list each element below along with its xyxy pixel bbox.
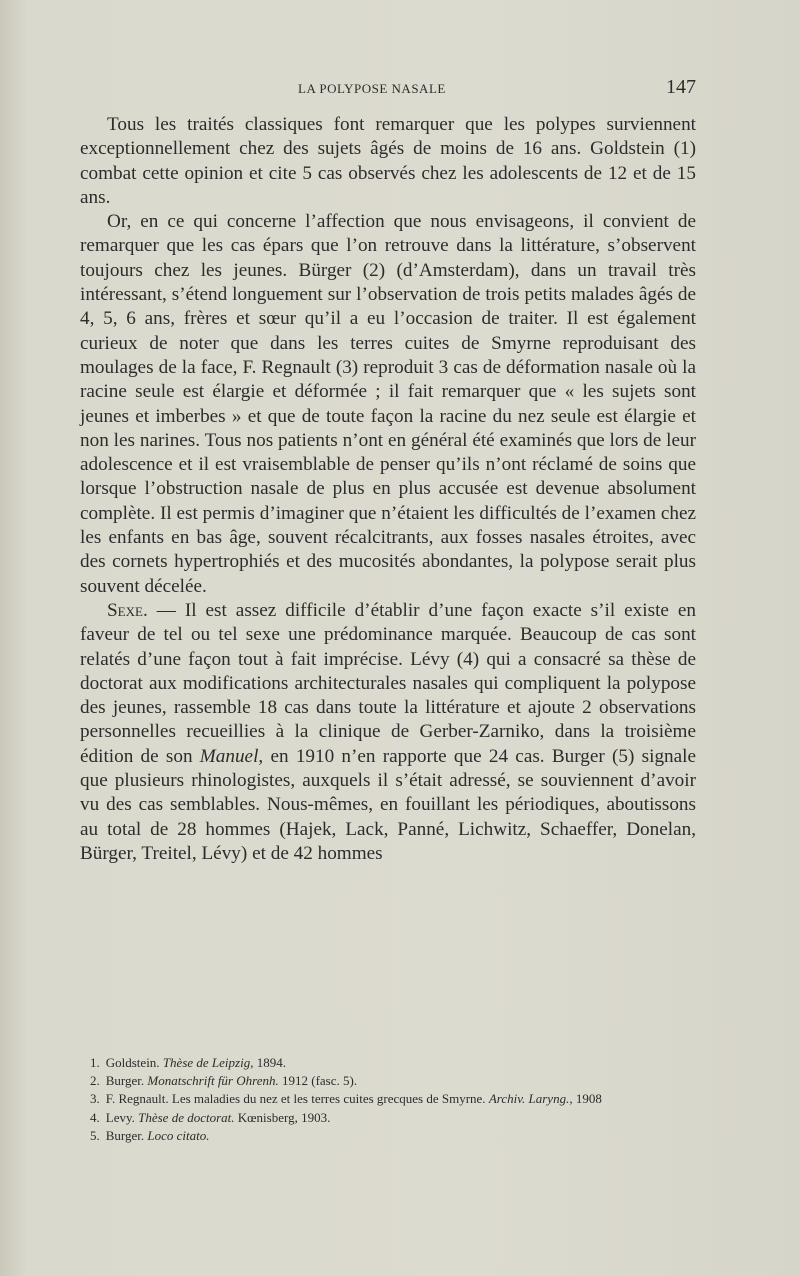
footnote-text-end: 1912 (fasc. 5). <box>278 1073 358 1089</box>
footnote-text: Levy. <box>105 1109 139 1125</box>
paragraph-2: Or, en ce qui concerne l’affection que nous envisageons, il convient de remarquer que les cas épars que l’on retrouve dans la littérature, s’observent toujours chez les jeunes. Bürger (2) (d’Amsterdam), dans un travail très intéressant, s’étend longuement sur l’observation de trois petits malades âgés de 4, 5, 6 ans, frères et sœur qu’il a eu l’occasion de traiter. Il est également curieux de noter que dans les terres cuites de Smyrne reproduisant des moulages de la face, F. Regnault (3) reproduit 3 cas de déformation nasale où la racine seule est élargie et déformée ; il fait remarquer que « les sujets sont jeunes et imberbes » et que de toute façon la racine du nez seule est élargie et non les narines. Tous nos patients n’ont en général été examinés que lors de leur adolescence et il est vraisemblable de penser qu’ils n’ont réclamé de soins que lorsque l’obstruction nasale de plus en plus accusée est devenue absolument complète. Il est permis d’imaginer que n’étaient les difficultés de l’examen chez les enfants en bas âge, souvent récalcitrants, aux fosses nasales étroites, avec des cornets hypertrophiés et des mucosités abondantes, la polypose serait plus souvent décelée. <box>80 211 696 597</box>
page-header <box>80 76 700 102</box>
footnote-text: Burger. <box>105 1073 148 1089</box>
footnotes <box>80 1054 696 1145</box>
footnote-italic: Thèse de doctorat. <box>138 1109 235 1125</box>
footnote-italic: Thèse de Leipzig <box>162 1055 251 1070</box>
footnote-italic: Monatschrift für Ohrenh. <box>147 1073 279 1089</box>
paragraph-3-text-b: , en 1910 n’en rapporte que 24 cas. Burger (5) signale que plusieurs rhinologistes, auxquels il s’était adressé, se souviennent d’avoir vu des cas semblables. Nous-mêmes, en fouillant les périodiques, aboutissons au total de 28 hommes (Hajek, Lack, Panné, Lichwitz, Schaeffer, Donelan, Bürger, Treitel, Lévy) et de 42 hommes <box>80 745 696 864</box>
footnote-text-end: Kœnisberg, 1903. <box>234 1109 331 1125</box>
footnote <box>80 1127 696 1145</box>
paragraph-1: Tous les traités classiques font remarquer que les polypes surviennent exceptionnellement chez des sujets âgés de moins de 16 ans. Goldstein (1) combat cette opinion et cite 5 cas observés chez les adolescents de 12 et de 15 ans. <box>80 114 696 208</box>
footnote <box>80 1072 696 1090</box>
footnote-text: Goldstein. <box>105 1055 163 1070</box>
footnote-number: 3. <box>90 1091 100 1107</box>
footnote-italic: Loco citato. <box>147 1127 210 1143</box>
page-number: 147 <box>666 76 696 98</box>
footnote-text-end: , 1908 <box>569 1091 602 1107</box>
paragraph-3-italic: Manuel <box>199 745 259 767</box>
footnote-text: F. Regnault. Les maladies du nez et les terres cuites grecques de Smyrne. <box>105 1091 489 1107</box>
footnote-number: 2. <box>90 1073 100 1089</box>
footnote <box>80 1054 696 1072</box>
footnote-number: 5. <box>90 1127 100 1143</box>
paragraph-3-text-a: — Il est assez difficile d’établir d’une façon exacte s’il existe en faveur de tel ou tel sexe une prédominance marquée. Beaucoup de cas sont relatés d’une façon tout à fait imprécise. Lévy (4) qui a consacré sa thèse de doctorat aux modifications architecturales nasales qui compliquent la polypose des jeunes, rassemble 18 cas dans toute la littérature et ajoute 2 observations personnelles recueillies à la clinique de Gerber-Zarniko, dans la troisième édition de son <box>80 599 696 767</box>
footnote-number: 4. <box>90 1109 100 1125</box>
footnote <box>80 1090 696 1108</box>
footnote <box>80 1109 696 1127</box>
section-heading-sexe: Sexe. <box>107 599 148 621</box>
paragraph-3 <box>80 599 696 866</box>
footnote-italic: Archiv. Laryng. <box>488 1091 570 1107</box>
body-text <box>80 113 696 866</box>
footnote-number: 1. <box>90 1055 100 1070</box>
running-title: LA POLYPOSE NASALE <box>298 81 446 96</box>
footnote-text: Burger. <box>105 1127 148 1143</box>
footnote-text-end: , 1894. <box>250 1055 286 1070</box>
